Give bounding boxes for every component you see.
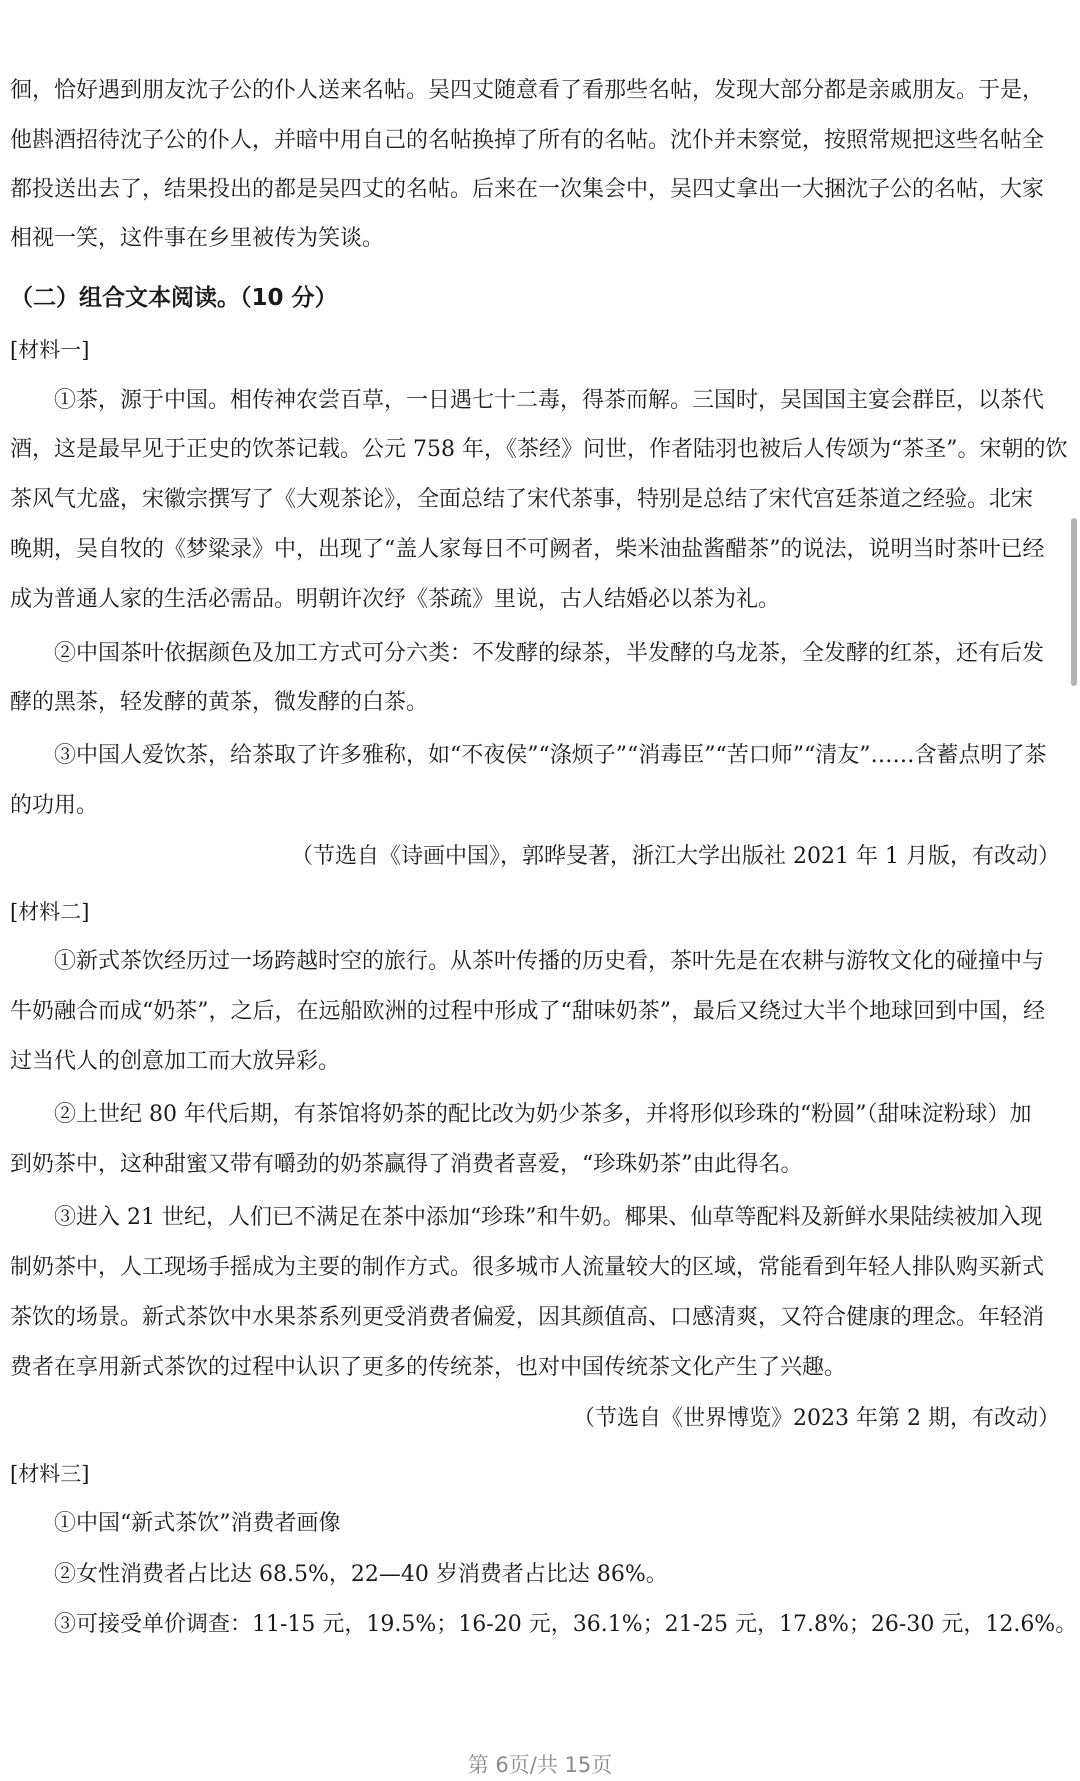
material-3-label: [材料三] [10,1462,90,1486]
story-line: 都投送出去了，结果投出的都是吴四丈的名帖。后来在一次集会中，吴四丈拿出一大捆沈子公的名帖，大家 [10,177,1045,202]
page-number: 第 6页/共 15页 [467,1753,613,1777]
material-1-line: 酒，这是最早见于正史的饮茶记载。公元 758 年，《茶经》问世，作者陆羽也被后人传颂为“茶圣”。宋朝的饮 [10,437,1068,462]
material-1-label: [材料一] [10,338,90,362]
material-2-line: 过当代人的创意加工而大放异彩。 [10,1049,341,1074]
material-2-line: 制奶茶中，人工现场手摇成为主要的制作方式。很多城市人流量较大的区域，常能看到年轻人排队购买新式 [10,1255,1045,1280]
story-line: 相视一笑，这件事在乡里被传为笑谈。 [10,226,385,251]
material-1-line: 的功用。 [10,793,99,818]
material-1-source: （节选自《诗画中国》，郭晔旻著，浙江大学出版社 2021 年 1 月版，有改动） [291,844,1060,869]
story-line: 徊，恰好遇到朋友沈子公的仆人送来名帖。吴四丈随意看了看那些名帖，发现大部分都是亲戚朋友。于是， [10,78,1045,103]
material-2-line: 费者在享用新式茶饮的过程中认识了更多的传统茶，也对中国传统茶文化产生了兴趣。 [10,1355,847,1380]
material-1-line: 晚期，吴自牧的《梦粱录》中，出现了“盖人家每日不可阙者，柴米油盐酱醋茶”的说法，说明当时茶叶已经 [10,537,1045,562]
material-1-line: 茶风气尤盛，宋徽宗撰写了《大观茶论》，全面总结了宋代茶事，特别是总结了宋代宫廷茶道之经验。北宋 [10,487,1034,512]
material-1-line: ①茶，源于中国。相传神农尝百草，一日遇七十二毒，得茶而解。三国时，吴国国主宴会群臣，以茶代 [54,388,1045,413]
material-3-item: ③可接受单价调查：11-15 元，19.5%；16-20 元，36.1%；21-25 元，17.8%；26-30 元，12.6%。 [54,1612,1078,1637]
section-heading: （二）组合文本阅读。（10 分） [10,285,338,311]
material-1-line: ②中国茶叶依据颜色及加工方式可分六类：不发酵的绿茶，半发酵的乌龙茶，全发酵的红茶，还有后发 [54,641,1045,666]
material-1-line: ③中国人爱饮茶，给茶取了许多雅称，如“不夜侯”“涤烦子”“消毒臣”“苦口师”“清友”……含蓄点明了茶 [54,743,1047,768]
material-2-line: ①新式茶饮经历过一场跨越时空的旅行。从茶叶传播的历史看，茶叶先是在农耕与游牧文化的碰撞中与 [54,949,1045,974]
material-2-source: （节选自《世界博览》2023 年第 2 期，有改动） [573,1406,1060,1431]
material-2-line: 茶饮的场景。新式茶饮中水果茶系列更受消费者偏爱，因其颜值高、口感清爽，又符合健康的理念。年轻消 [10,1305,1045,1330]
material-2-line: ②上世纪 80 年代后期，有茶馆将奶茶的配比改为奶少茶多，并将形似珍珠的“粉圆”（甜味淀粉球）加 [54,1102,1032,1127]
scrollbar-thumb[interactable] [1071,518,1077,686]
material-3-item: ②女性消费者占比达 68.5%，22—40 岁消费者占比达 86%。 [54,1562,668,1587]
material-1-line: 酵的黑茶，轻发酵的黄茶，微发酵的白茶。 [10,690,429,715]
story-line: 他斟酒招待沈子公的仆人，并暗中用自己的名帖换掉了所有的名帖。沈仆并未察觉，按照常规把这些名帖全 [10,128,1045,153]
material-2-label: [材料二] [10,900,90,924]
material-3-item: ①中国“新式茶饮”消费者画像 [54,1511,341,1536]
material-2-line: 牛奶融合而成“奶茶”，之后，在远船欧洲的过程中形成了“甜味奶茶”，最后又绕过大半个地球回到中国，经 [10,999,1045,1024]
material-2-line: ③进入 21 世纪，人们已不满足在茶中添加“珍珠”和牛奶。椰果、仙草等配料及新鲜水果陆续被加入现 [54,1205,1043,1230]
material-1-line: 成为普通人家的生活必需品。明朝许次纾《茶疏》里说，古人结婚必以茶为礼。 [10,587,781,612]
material-2-line: 到奶茶中，这种甜蜜又带有嚼劲的奶茶赢得了消费者喜爱，“珍珠奶茶”由此得名。 [10,1152,803,1177]
